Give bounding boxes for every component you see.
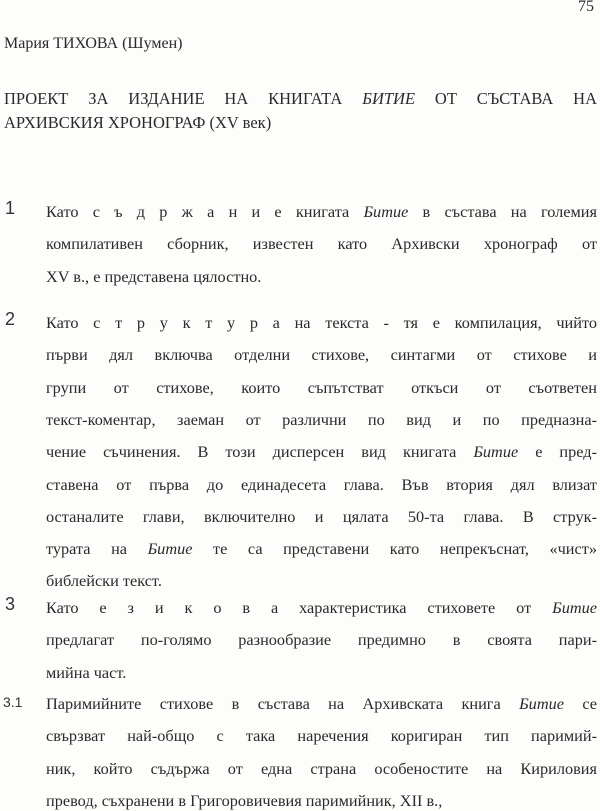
article-title-line (4, 113, 597, 133)
text-run: библейски текст. (46, 571, 162, 591)
italic-text: Битие (147, 539, 193, 559)
text-run: свързват най-общо с така наречения коригиран тип паримий- (46, 726, 597, 746)
text-run: Паримийните стихове в състава на Архивската книга (46, 694, 520, 713)
paragraph-line (46, 694, 597, 714)
paragraph-line (46, 410, 597, 430)
text-run: ставена от първа до единадесета глава. Във втория дял влизат (46, 474, 597, 494)
text-run: останалите глави, включително и цялата 50-та глава. В струк- (46, 506, 597, 526)
italic-text: Битие (519, 694, 564, 713)
text-run: АРХИВСКИЯ ХРОНОГРАФ (XV век) (4, 113, 272, 132)
text-run: превод, съхранени в Григоровичевия паримийник, XII в., (46, 790, 443, 810)
text-run: предлагат по-голямо разнообразие предимно в своята пари- (46, 630, 597, 650)
author-line: Мария ТИХОВА (Шумен) (4, 35, 183, 52)
article-title-line (4, 89, 597, 109)
italic-text: Битие (363, 202, 409, 221)
text-run: в състава на големия (408, 202, 597, 221)
text-run: XV в., е представена цялостно. (46, 266, 262, 286)
text-run: чение съчинения. В този дисперсен вид книгата (46, 442, 474, 462)
text-run: ОТ СЪСТАВА НА (415, 89, 597, 108)
section-number: 2 (5, 309, 16, 329)
page-number: 75 (578, 0, 594, 15)
paragraph-line (46, 507, 597, 527)
paragraph-line (46, 630, 597, 650)
text-run: първи дял включва отделни стихове, синтагми от стихове и (46, 345, 597, 365)
italic-text: Битие (473, 442, 519, 462)
paragraph-line (46, 202, 597, 222)
text-run: турата на (46, 539, 148, 559)
paragraph-line (46, 378, 597, 398)
paragraph-line (46, 442, 597, 462)
text-run: Като с т р у к т у р а на текста - тя е компилация, чийто (46, 313, 597, 332)
paragraph-line (46, 345, 597, 365)
paragraph-line (46, 759, 597, 779)
text-run: групи от стихове, които съпътстват откъси от съответен (46, 377, 597, 397)
paragraph-line (46, 726, 597, 746)
paragraph-line (46, 539, 597, 559)
paragraph-line (46, 598, 597, 618)
text-run: Като е з и к о в а характеристика стиховете от (46, 598, 553, 617)
text-run: ник, който съдържа от една страна особеностите на Кириловия (46, 758, 597, 778)
italic-text: Битие (552, 598, 597, 617)
text-run: се (563, 694, 597, 713)
paragraph-line (46, 791, 597, 811)
text-run: те са представени като непрекъснат, «чист» (192, 539, 597, 559)
section-number: 3.1 (3, 694, 23, 710)
section-number: 3 (5, 594, 16, 614)
paragraph-line (46, 475, 597, 495)
text-run: текст-коментар, заеман от различни по вид и по предназна- (46, 409, 597, 429)
text-run: е пред- (518, 442, 597, 462)
text-run: компилативен сборник, известен като Архивски хронограф от (46, 234, 597, 254)
text-run: ПРОЕКТ ЗА ИЗДАНИЕ НА КНИГАТА (4, 89, 363, 108)
text-run: Като с ъ д р ж а н и е книгата (46, 202, 364, 221)
italic-text: БИТИЕ (362, 89, 416, 108)
paragraph-line (46, 267, 597, 287)
paragraph-line (46, 571, 597, 591)
paragraph-line (46, 663, 597, 683)
text-run: мийна част. (46, 662, 127, 682)
section-number: 1 (5, 198, 16, 218)
paragraph-line (46, 234, 597, 254)
paragraph-line (46, 313, 597, 333)
